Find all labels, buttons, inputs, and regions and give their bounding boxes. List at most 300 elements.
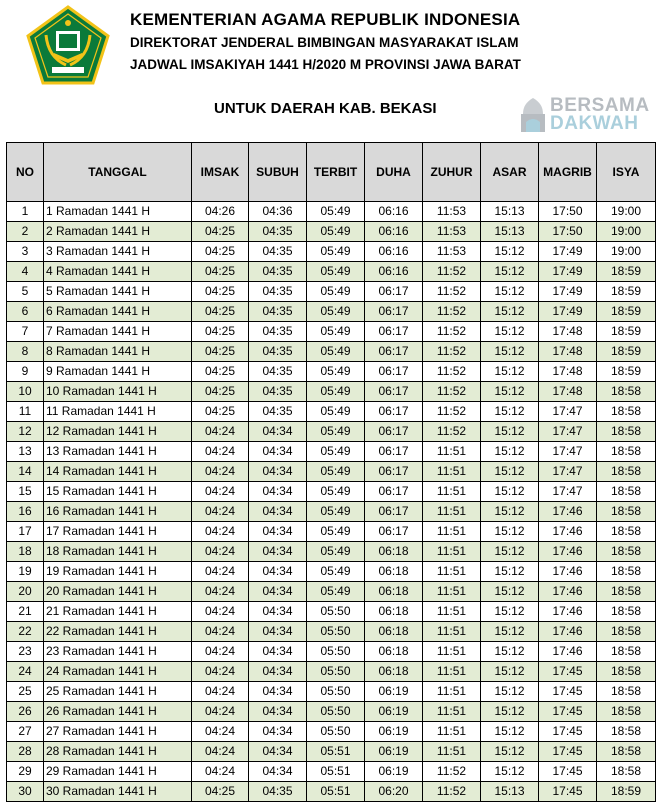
cell-imsak: 04:25: [192, 302, 249, 322]
column-header-asar: ASAR: [481, 143, 539, 202]
cell-zuhur: 11:51: [423, 662, 481, 682]
cell-asar: 15:12: [481, 702, 539, 722]
cell-terbit: 05:49: [307, 422, 365, 442]
cell-tanggal: 8 Ramadan 1441 H: [44, 342, 192, 362]
column-header-terbit: TERBIT: [307, 143, 365, 202]
cell-duha: 06:17: [365, 322, 423, 342]
watermark-line2: DAKWAH: [550, 113, 639, 134]
cell-asar: 15:12: [481, 762, 539, 782]
cell-isya: 18:58: [597, 742, 656, 762]
cell-terbit: 05:49: [307, 462, 365, 482]
cell-duha: 06:16: [365, 262, 423, 282]
cell-no: 4: [7, 262, 44, 282]
cell-terbit: 05:49: [307, 402, 365, 422]
cell-isya: 18:58: [597, 722, 656, 742]
cell-no: 8: [7, 342, 44, 362]
cell-tanggal: 6 Ramadan 1441 H: [44, 302, 192, 322]
cell-subuh: 04:35: [249, 402, 307, 422]
cell-isya: 18:58: [597, 762, 656, 782]
column-header-magrib: MAGRIB: [539, 143, 597, 202]
cell-asar: 15:12: [481, 302, 539, 322]
cell-asar: 15:12: [481, 442, 539, 462]
cell-no: 19: [7, 562, 44, 582]
cell-isya: 18:59: [597, 322, 656, 342]
cell-imsak: 04:24: [192, 562, 249, 582]
cell-isya: 18:58: [597, 402, 656, 422]
cell-zuhur: 11:51: [423, 442, 481, 462]
cell-terbit: 05:49: [307, 522, 365, 542]
cell-magrib: 17:46: [539, 642, 597, 662]
cell-tanggal: 7 Ramadan 1441 H: [44, 322, 192, 342]
cell-zuhur: 11:51: [423, 722, 481, 742]
cell-imsak: 04:24: [192, 502, 249, 522]
cell-tanggal: 25 Ramadan 1441 H: [44, 682, 192, 702]
cell-imsak: 04:24: [192, 702, 249, 722]
cell-asar: 15:12: [481, 282, 539, 302]
cell-zuhur: 11:51: [423, 562, 481, 582]
cell-terbit: 05:50: [307, 602, 365, 622]
column-header-tanggal: TANGGAL: [44, 143, 192, 202]
watermark-line1: BERSAMA: [550, 95, 650, 116]
cell-no: 10: [7, 382, 44, 402]
cell-magrib: 17:48: [539, 382, 597, 402]
cell-asar: 15:12: [481, 522, 539, 542]
cell-no: 11: [7, 402, 44, 422]
table-row: [7, 422, 656, 442]
cell-zuhur: 11:51: [423, 702, 481, 722]
cell-no: 6: [7, 302, 44, 322]
cell-duha: 06:17: [365, 462, 423, 482]
cell-terbit: 05:49: [307, 342, 365, 362]
cell-isya: 18:58: [597, 542, 656, 562]
cell-subuh: 04:34: [249, 742, 307, 762]
cell-isya: 18:58: [597, 422, 656, 442]
cell-duha: 06:17: [365, 382, 423, 402]
cell-duha: 06:18: [365, 542, 423, 562]
cell-tanggal: 2 Ramadan 1441 H: [44, 222, 192, 242]
cell-magrib: 17:47: [539, 462, 597, 482]
table-row: [7, 602, 656, 622]
cell-imsak: 04:24: [192, 482, 249, 502]
cell-asar: 15:12: [481, 562, 539, 582]
table-row: [7, 462, 656, 482]
cell-asar: 15:12: [481, 602, 539, 622]
cell-tanggal: 11 Ramadan 1441 H: [44, 402, 192, 422]
cell-duha: 06:17: [365, 422, 423, 442]
cell-no: 14: [7, 462, 44, 482]
cell-asar: 15:12: [481, 662, 539, 682]
cell-tanggal: 14 Ramadan 1441 H: [44, 462, 192, 482]
table-row: [7, 482, 656, 502]
cell-asar: 15:12: [481, 622, 539, 642]
cell-zuhur: 11:51: [423, 622, 481, 642]
table-row: [7, 522, 656, 542]
cell-imsak: 04:24: [192, 422, 249, 442]
cell-terbit: 05:50: [307, 642, 365, 662]
cell-imsak: 04:26: [192, 202, 249, 222]
cell-no: 30: [7, 782, 44, 802]
cell-subuh: 04:34: [249, 442, 307, 462]
cell-duha: 06:18: [365, 562, 423, 582]
cell-duha: 06:17: [365, 502, 423, 522]
column-header-imsak: IMSAK: [192, 143, 249, 202]
cell-zuhur: 11:52: [423, 422, 481, 442]
cell-subuh: 04:35: [249, 262, 307, 282]
cell-subuh: 04:34: [249, 642, 307, 662]
cell-imsak: 04:24: [192, 722, 249, 742]
cell-duha: 06:17: [365, 402, 423, 422]
cell-subuh: 04:34: [249, 682, 307, 702]
table-row: [7, 402, 656, 422]
table-row: [7, 782, 656, 802]
cell-no: 22: [7, 622, 44, 642]
table-row: [7, 202, 656, 222]
cell-no: 3: [7, 242, 44, 262]
cell-isya: 18:59: [597, 302, 656, 322]
cell-terbit: 05:50: [307, 702, 365, 722]
cell-tanggal: 15 Ramadan 1441 H: [44, 482, 192, 502]
cell-isya: 18:59: [597, 262, 656, 282]
cell-terbit: 05:51: [307, 782, 365, 802]
cell-no: 16: [7, 502, 44, 522]
cell-no: 7: [7, 322, 44, 342]
cell-isya: 18:58: [597, 702, 656, 722]
cell-isya: 19:00: [597, 202, 656, 222]
cell-tanggal: 10 Ramadan 1441 H: [44, 382, 192, 402]
cell-subuh: 04:35: [249, 222, 307, 242]
cell-duha: 06:18: [365, 582, 423, 602]
cell-imsak: 04:24: [192, 602, 249, 622]
cell-tanggal: 29 Ramadan 1441 H: [44, 762, 192, 782]
cell-no: 2: [7, 222, 44, 242]
cell-zuhur: 11:51: [423, 642, 481, 662]
table-row: [7, 582, 656, 602]
cell-tanggal: 16 Ramadan 1441 H: [44, 502, 192, 522]
cell-duha: 06:19: [365, 762, 423, 782]
cell-terbit: 05:49: [307, 382, 365, 402]
cell-magrib: 17:46: [539, 582, 597, 602]
ministry-title: KEMENTERIAN AGAMA REPUBLIK INDONESIA: [130, 10, 521, 29]
cell-terbit: 05:49: [307, 582, 365, 602]
cell-asar: 15:12: [481, 262, 539, 282]
cell-asar: 15:13: [481, 782, 539, 802]
cell-duha: 06:17: [365, 442, 423, 462]
cell-zuhur: 11:52: [423, 282, 481, 302]
cell-asar: 15:12: [481, 402, 539, 422]
cell-subuh: 04:34: [249, 482, 307, 502]
cell-asar: 15:12: [481, 542, 539, 562]
cell-tanggal: 24 Ramadan 1441 H: [44, 662, 192, 682]
cell-magrib: 17:46: [539, 542, 597, 562]
cell-duha: 06:17: [365, 302, 423, 322]
table-row: [7, 302, 656, 322]
cell-subuh: 04:34: [249, 722, 307, 742]
cell-zuhur: 11:51: [423, 502, 481, 522]
cell-terbit: 05:49: [307, 202, 365, 222]
cell-subuh: 04:34: [249, 502, 307, 522]
cell-isya: 18:58: [597, 582, 656, 602]
cell-duha: 06:18: [365, 602, 423, 622]
cell-no: 5: [7, 282, 44, 302]
cell-zuhur: 11:51: [423, 522, 481, 542]
cell-magrib: 17:48: [539, 342, 597, 362]
kemenag-emblem-icon: [26, 5, 110, 85]
cell-isya: 18:58: [597, 622, 656, 642]
cell-tanggal: 27 Ramadan 1441 H: [44, 722, 192, 742]
cell-terbit: 05:49: [307, 262, 365, 282]
cell-isya: 18:59: [597, 282, 656, 302]
cell-imsak: 04:25: [192, 222, 249, 242]
cell-magrib: 17:49: [539, 302, 597, 322]
table-row: [7, 502, 656, 522]
cell-terbit: 05:50: [307, 662, 365, 682]
cell-subuh: 04:36: [249, 202, 307, 222]
cell-tanggal: 3 Ramadan 1441 H: [44, 242, 192, 262]
imsakiyah-table: [6, 142, 656, 802]
cell-imsak: 04:25: [192, 782, 249, 802]
cell-isya: 18:58: [597, 482, 656, 502]
table-row: [7, 322, 656, 342]
cell-zuhur: 11:52: [423, 262, 481, 282]
cell-magrib: 17:47: [539, 482, 597, 502]
cell-terbit: 05:49: [307, 562, 365, 582]
cell-zuhur: 11:51: [423, 482, 481, 502]
cell-asar: 15:12: [481, 642, 539, 662]
cell-subuh: 04:34: [249, 662, 307, 682]
cell-duha: 06:19: [365, 702, 423, 722]
cell-isya: 18:58: [597, 682, 656, 702]
column-header-no: NO: [7, 143, 44, 202]
cell-terbit: 05:49: [307, 482, 365, 502]
cell-magrib: 17:46: [539, 502, 597, 522]
cell-subuh: 04:34: [249, 622, 307, 642]
cell-duha: 06:19: [365, 722, 423, 742]
cell-terbit: 05:49: [307, 322, 365, 342]
cell-isya: 18:58: [597, 502, 656, 522]
cell-magrib: 17:46: [539, 522, 597, 542]
table-row: [7, 682, 656, 702]
cell-zuhur: 11:53: [423, 202, 481, 222]
cell-imsak: 04:24: [192, 522, 249, 542]
mosque-icon: [518, 96, 548, 136]
cell-magrib: 17:49: [539, 242, 597, 262]
cell-imsak: 04:24: [192, 742, 249, 762]
table-row: [7, 262, 656, 282]
cell-imsak: 04:24: [192, 762, 249, 782]
cell-tanggal: 9 Ramadan 1441 H: [44, 362, 192, 382]
cell-asar: 15:12: [481, 382, 539, 402]
cell-magrib: 17:48: [539, 322, 597, 342]
cell-zuhur: 11:51: [423, 462, 481, 482]
cell-magrib: 17:50: [539, 222, 597, 242]
directorate-title: DIREKTORAT JENDERAL BIMBINGAN MASYARAKAT ISLAM: [130, 35, 519, 50]
cell-imsak: 04:25: [192, 322, 249, 342]
table-row: [7, 362, 656, 382]
cell-terbit: 05:50: [307, 722, 365, 742]
cell-subuh: 04:35: [249, 362, 307, 382]
cell-zuhur: 11:52: [423, 302, 481, 322]
cell-imsak: 04:25: [192, 382, 249, 402]
cell-subuh: 04:35: [249, 382, 307, 402]
cell-zuhur: 11:52: [423, 762, 481, 782]
cell-subuh: 04:34: [249, 702, 307, 722]
cell-zuhur: 11:52: [423, 322, 481, 342]
cell-zuhur: 11:52: [423, 402, 481, 422]
cell-magrib: 17:45: [539, 742, 597, 762]
cell-no: 28: [7, 742, 44, 762]
cell-imsak: 04:25: [192, 242, 249, 262]
cell-no: 15: [7, 482, 44, 502]
cell-tanggal: 20 Ramadan 1441 H: [44, 582, 192, 602]
cell-asar: 15:13: [481, 202, 539, 222]
cell-magrib: 17:49: [539, 262, 597, 282]
table-row: [7, 222, 656, 242]
cell-imsak: 04:25: [192, 282, 249, 302]
cell-terbit: 05:51: [307, 762, 365, 782]
table-body: [7, 202, 656, 802]
cell-asar: 15:12: [481, 242, 539, 262]
cell-terbit: 05:49: [307, 302, 365, 322]
column-header-duha: DUHA: [365, 143, 423, 202]
table-row: [7, 662, 656, 682]
cell-zuhur: 11:51: [423, 602, 481, 622]
cell-zuhur: 11:51: [423, 542, 481, 562]
cell-subuh: 04:34: [249, 602, 307, 622]
cell-imsak: 04:25: [192, 262, 249, 282]
cell-tanggal: 19 Ramadan 1441 H: [44, 562, 192, 582]
cell-asar: 15:12: [481, 582, 539, 602]
cell-magrib: 17:47: [539, 442, 597, 462]
cell-subuh: 04:35: [249, 322, 307, 342]
cell-tanggal: 12 Ramadan 1441 H: [44, 422, 192, 442]
cell-tanggal: 26 Ramadan 1441 H: [44, 702, 192, 722]
table-row: [7, 562, 656, 582]
cell-duha: 06:18: [365, 662, 423, 682]
cell-asar: 15:12: [481, 342, 539, 362]
cell-no: 24: [7, 662, 44, 682]
cell-magrib: 17:45: [539, 762, 597, 782]
cell-imsak: 04:24: [192, 682, 249, 702]
cell-subuh: 04:34: [249, 522, 307, 542]
cell-tanggal: 18 Ramadan 1441 H: [44, 542, 192, 562]
cell-duha: 06:17: [365, 342, 423, 362]
cell-zuhur: 11:51: [423, 742, 481, 762]
cell-magrib: 17:48: [539, 362, 597, 382]
cell-imsak: 04:24: [192, 642, 249, 662]
table-row: [7, 282, 656, 302]
cell-subuh: 04:34: [249, 582, 307, 602]
cell-magrib: 17:45: [539, 682, 597, 702]
cell-subuh: 04:35: [249, 242, 307, 262]
cell-no: 25: [7, 682, 44, 702]
cell-subuh: 04:34: [249, 422, 307, 442]
cell-imsak: 04:24: [192, 622, 249, 642]
cell-magrib: 17:47: [539, 402, 597, 422]
cell-duha: 06:20: [365, 782, 423, 802]
cell-isya: 19:00: [597, 222, 656, 242]
table-row: [7, 722, 656, 742]
cell-subuh: 04:35: [249, 302, 307, 322]
cell-magrib: 17:47: [539, 422, 597, 442]
cell-isya: 18:58: [597, 442, 656, 462]
cell-asar: 15:12: [481, 502, 539, 522]
cell-zuhur: 11:52: [423, 382, 481, 402]
region-title: UNTUK DAERAH KAB. BEKASI: [214, 100, 437, 117]
column-header-zuhur: ZUHUR: [423, 143, 481, 202]
cell-subuh: 04:34: [249, 542, 307, 562]
cell-terbit: 05:49: [307, 442, 365, 462]
cell-no: 1: [7, 202, 44, 222]
schedule-title: JADWAL IMSAKIYAH 1441 H/2020 M PROVINSI JAWA BARAT: [130, 57, 521, 72]
cell-tanggal: 21 Ramadan 1441 H: [44, 602, 192, 622]
cell-zuhur: 11:52: [423, 362, 481, 382]
cell-zuhur: 11:51: [423, 582, 481, 602]
cell-duha: 06:19: [365, 682, 423, 702]
cell-duha: 06:18: [365, 622, 423, 642]
cell-duha: 06:17: [365, 282, 423, 302]
cell-terbit: 05:49: [307, 362, 365, 382]
cell-zuhur: 11:51: [423, 682, 481, 702]
cell-no: 17: [7, 522, 44, 542]
cell-imsak: 04:24: [192, 462, 249, 482]
cell-magrib: 17:50: [539, 202, 597, 222]
table-row: [7, 702, 656, 722]
cell-isya: 18:58: [597, 662, 656, 682]
cell-asar: 15:12: [481, 722, 539, 742]
cell-terbit: 05:49: [307, 502, 365, 522]
cell-isya: 18:58: [597, 522, 656, 542]
cell-terbit: 05:49: [307, 242, 365, 262]
cell-asar: 15:12: [481, 422, 539, 442]
cell-tanggal: 22 Ramadan 1441 H: [44, 622, 192, 642]
cell-tanggal: 30 Ramadan 1441 H: [44, 782, 192, 802]
cell-duha: 06:18: [365, 642, 423, 662]
cell-zuhur: 11:53: [423, 242, 481, 262]
cell-magrib: 17:46: [539, 622, 597, 642]
cell-asar: 15:13: [481, 222, 539, 242]
cell-terbit: 05:50: [307, 682, 365, 702]
cell-subuh: 04:34: [249, 762, 307, 782]
cell-subuh: 04:34: [249, 562, 307, 582]
column-header-subuh: SUBUH: [249, 143, 307, 202]
cell-imsak: 04:24: [192, 542, 249, 562]
cell-no: 21: [7, 602, 44, 622]
cell-asar: 15:12: [481, 362, 539, 382]
cell-tanggal: 17 Ramadan 1441 H: [44, 522, 192, 542]
cell-isya: 18:58: [597, 642, 656, 662]
cell-isya: 19:00: [597, 242, 656, 262]
cell-isya: 18:59: [597, 362, 656, 382]
cell-duha: 06:17: [365, 482, 423, 502]
cell-magrib: 17:49: [539, 282, 597, 302]
cell-magrib: 17:46: [539, 562, 597, 582]
cell-subuh: 04:34: [249, 462, 307, 482]
cell-zuhur: 11:52: [423, 342, 481, 362]
table-row: [7, 382, 656, 402]
cell-isya: 18:59: [597, 782, 656, 802]
cell-magrib: 17:45: [539, 722, 597, 742]
cell-duha: 06:16: [365, 202, 423, 222]
cell-magrib: 17:45: [539, 702, 597, 722]
cell-imsak: 04:25: [192, 402, 249, 422]
cell-asar: 15:12: [481, 322, 539, 342]
cell-duha: 06:19: [365, 742, 423, 762]
cell-terbit: 05:49: [307, 282, 365, 302]
cell-asar: 15:12: [481, 682, 539, 702]
table-row: [7, 242, 656, 262]
cell-subuh: 04:35: [249, 782, 307, 802]
cell-tanggal: 1 Ramadan 1441 H: [44, 202, 192, 222]
